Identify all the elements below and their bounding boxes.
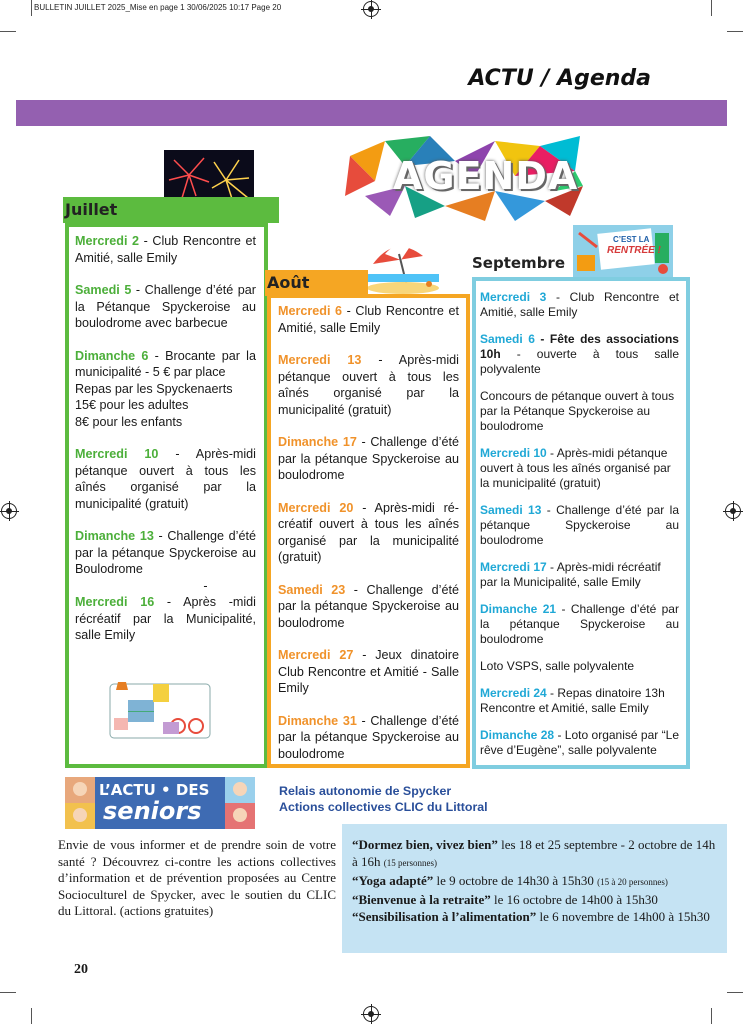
event-text: - ouverte à tous salle polyvalente [480, 347, 679, 376]
juillet-events [75, 233, 256, 660]
event-date: Dimanche 28 [480, 728, 555, 742]
event-text: - Challenge d’été par la pétanque Spyckeroise au boulodrome [278, 582, 459, 630]
event-text: - Après-midi pétanque ouvert à tous les aînés organisé par la municipalité (gratuit) [278, 353, 459, 417]
registration-mark-bottom [363, 1006, 379, 1022]
event-item [480, 659, 679, 674]
event-highlight: - Fête des associations 10h [480, 332, 679, 361]
event-item [75, 528, 256, 578]
brocante-illustration [108, 678, 214, 748]
event-date: Samedi 23 [278, 582, 346, 597]
event-line: Repas par les Spyckenaerts [75, 381, 233, 396]
event-item [75, 348, 256, 431]
event-item [480, 389, 679, 434]
clic-action-title: “Sensibilisation à l’alimentation” [352, 909, 537, 924]
event-item [480, 686, 679, 716]
section-title: ACTU / Agenda [468, 66, 651, 91]
event-item [278, 500, 459, 566]
header-band [16, 100, 727, 126]
event-date: Mercredi 3 [480, 290, 547, 304]
agenda-logo [345, 136, 585, 221]
event-item [278, 582, 459, 632]
event-text: - Loto organisé par “Le rêve d’Eugène”, salle polyvalente [480, 728, 679, 757]
event-item [480, 446, 679, 491]
clic-action-title: “Dormez bien, vivez bien” [352, 837, 498, 852]
event-item [480, 728, 679, 758]
beach-umbrella-icon [365, 234, 441, 294]
event-date: Samedi 5 [75, 283, 132, 297]
event-text: - Challenge d’été par la pétanque Spyckeroise au boulodrome [278, 435, 459, 482]
rentree-line2: RENTRÉE ! [607, 245, 661, 256]
event-text: - Challenge d’été par la Pétanque Spyckeroise au boulodrome avec barbecue [75, 283, 256, 330]
rentree-line1: C’EST LA [613, 235, 650, 244]
intro-paragraph: Envie de vous informer et de prendre soin de votre santé ? Découvrez ci-contre les actions collectives d’information et de prévention proposées au Centre Socioculturel de Spycker, avec le soutien du CLIC du Littoral. (actions gratuites) [58, 837, 336, 918]
event-text: - Après-midi pétanque ouvert à tous les aînés organisé par la municipalité (gratuit) [75, 447, 256, 511]
crop-mark [711, 1008, 712, 1024]
event-date: Mercredi 10 [75, 447, 159, 461]
event-date: Dimanche 17 [278, 435, 357, 449]
relais-line2: Actions collectives CLIC du Littoral [279, 800, 488, 814]
crop-mark [0, 31, 16, 32]
event-date: Mercredi 10 [480, 446, 547, 460]
clic-action-text: les 18 et 25 septembre - 2 octobre de 14h à 16h [352, 837, 716, 869]
event-date: Mercredi 6 [278, 304, 343, 318]
registration-mark-right [725, 503, 741, 519]
event-text: - Club Rencontre et Amitié, salle Emily [480, 290, 680, 319]
event-date: Dimanche 6 [75, 348, 149, 363]
septembre-events [480, 290, 679, 770]
crop-mark [31, 1008, 32, 1024]
event-date: Mercredi 17 [480, 560, 547, 574]
clic-action [352, 891, 717, 908]
event-line: 15€ pour les adultes [75, 398, 189, 412]
seniors-logo-line1: L’ACTU • DES [99, 781, 210, 799]
month-tab-aout: Août [265, 270, 368, 296]
event-item [480, 560, 679, 590]
event-date: Dimanche 13 [75, 529, 154, 543]
event-date: Mercredi 2 [75, 234, 140, 248]
print-slug: BULLETIN JUILLET 2025_Mise en page 1 30/06/2025 10:17 Page 20 [34, 3, 282, 12]
crop-mark [711, 0, 712, 16]
flea-market-icon [108, 678, 214, 748]
month-tab-septembre: Septembre [472, 254, 565, 272]
clic-action-text: le 6 novembre de 14h00 à 15h30 [536, 909, 710, 924]
event-text: - Brocante par la municipalité - 5 € par place [75, 348, 256, 379]
relais-heading [279, 783, 488, 815]
clic-action-text: le 9 octobre de 14h30 à 15h30 [433, 873, 598, 888]
aout-events [278, 303, 459, 778]
agenda-word: AGENDA [393, 154, 579, 198]
seniors-logo [65, 777, 255, 829]
event-date: Samedi 13 [480, 503, 542, 517]
crop-mark [727, 31, 743, 32]
event-item [75, 233, 256, 266]
event-item [278, 713, 459, 763]
event-text: - Après-midi ré-créatif ouvert à tous les aînés organisé par la municipalité (gratuit) [278, 500, 459, 564]
event-text: - Après -midi récréatif par la Municipalité, salle Emily [75, 595, 256, 642]
event-date: Mercredi 24 [480, 686, 547, 700]
event-item [480, 503, 679, 548]
rentree-image [573, 225, 673, 277]
event-date: Samedi 6 [480, 332, 535, 346]
registration-mark-left [1, 503, 17, 519]
event-text: - Challenge d’été par la pétanque Spyckeroise au boulodrome [480, 602, 679, 646]
event-text: - Challenge d’été par la pétanque Spyckeroise au boulodrome [278, 713, 459, 761]
event-text: - Club Rencontre et Amitié, salle Emily [75, 234, 256, 265]
clic-action-title: “Yoga adapté” [352, 873, 434, 888]
event-item [480, 602, 679, 647]
page-number: 20 [74, 962, 88, 977]
crop-mark [727, 992, 743, 993]
event-item [480, 290, 679, 320]
clic-actions-box [342, 824, 727, 953]
clic-action [352, 872, 717, 891]
event-date: Mercredi 20 [278, 500, 354, 515]
clic-action-note: (15 personnes) [383, 858, 438, 868]
event-item [75, 446, 256, 512]
beach-image [365, 234, 441, 294]
seniors-logo-line2: seniors [103, 797, 202, 825]
event-date: Dimanche 21 [480, 602, 557, 616]
month-tab-juillet: Juillet [63, 197, 279, 223]
event-date: Mercredi 16 [75, 595, 155, 609]
event-text: - Repas dinatoire 13h Rencontre et Amitié, salle Emily [480, 686, 665, 715]
event-item [278, 434, 459, 484]
event-item [480, 332, 679, 377]
event-text: Loto VSPS, salle polyvalente [480, 659, 635, 673]
clic-action-title: “Bienvenue à la retraite” [352, 892, 491, 907]
event-date: Mercredi 27 [278, 648, 354, 662]
clic-action [352, 908, 717, 925]
crop-mark [0, 992, 16, 993]
event-text: - Club Rencontre et Amitié, salle Emily [278, 304, 459, 335]
event-date: Mercredi 13 [278, 353, 362, 367]
separator: - [203, 578, 208, 593]
event-text: - Jeux dinatoire Club Rencontre et Amitié - Salle Emily [278, 648, 459, 695]
registration-mark-top [363, 1, 379, 17]
crop-mark [31, 0, 32, 16]
event-item [278, 647, 459, 697]
event-item [75, 594, 256, 644]
event-line: 8€ pour les enfants [75, 414, 183, 429]
event-text: - Challenge d’été par la pétanque Spyckeroise au boulodrome [480, 503, 679, 547]
event-text: Concours de pétanque ouvert à tous par la Pétanque Spyckeroise au boulodrome [480, 389, 675, 433]
event-text: - Après-midi récréatif par la Municipalité, salle Emily [480, 560, 661, 589]
clic-action [352, 836, 717, 872]
event-item [278, 352, 459, 418]
relais-line1: Relais autonomie de Spycker [279, 784, 452, 798]
clic-action-note: (15 à 20 personnes) [597, 877, 668, 887]
event-item [75, 282, 256, 332]
event-text: - Après-midi pétanque ouvert à tous les aînés organisé par la municipalité (gratuit) [480, 446, 671, 490]
clic-action-text: le 16 octobre de 14h00 à 15h30 [490, 892, 658, 907]
event-item [278, 303, 459, 336]
event-date: Dimanche 31 [278, 713, 357, 728]
event-text: - Challenge d’été par la pétanque Spyckeroise au Boulodrome [75, 529, 256, 576]
